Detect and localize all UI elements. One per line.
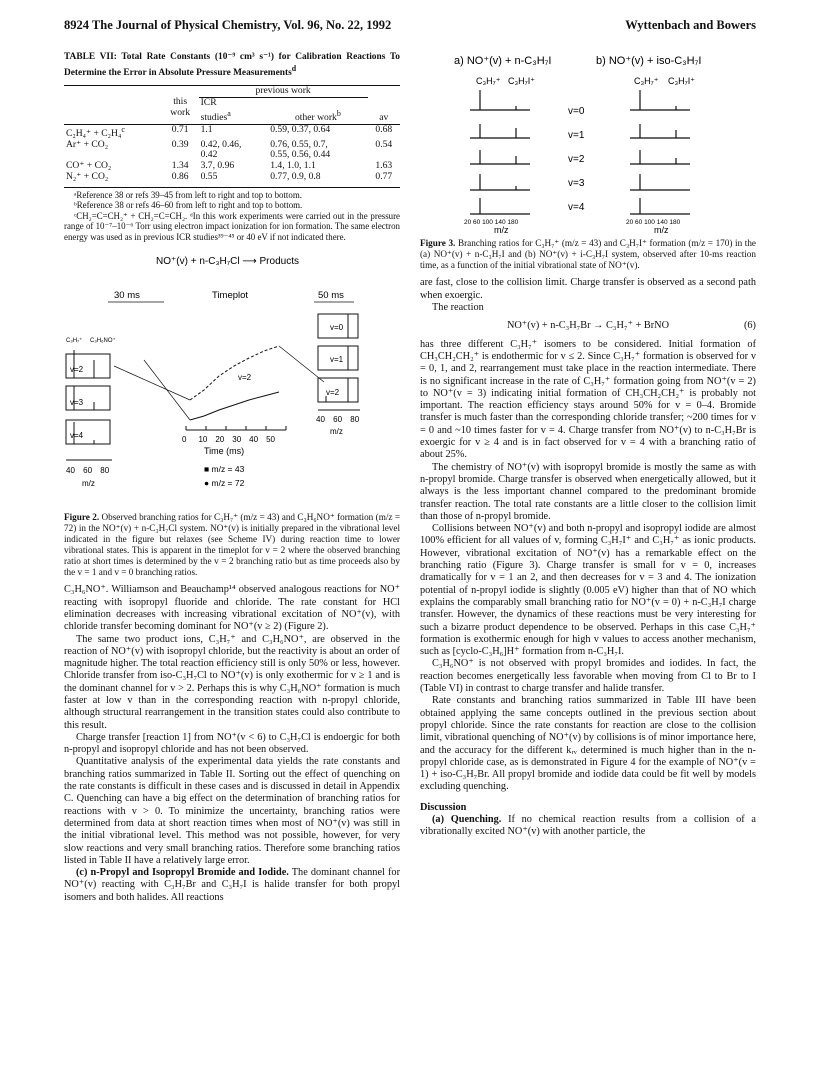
table-cell: 0.77, 0.9, 0.8	[270, 171, 321, 183]
equation-6	[420, 320, 756, 332]
table-cell: 0.55, 0.56, 0.44	[270, 149, 331, 161]
right-paragraph-5: Rate constants and branching ratios summarized in Table III have been obtained applying the same concepts outlined in the previous section about propyl chloride. Since the rate constants for reaction are close to the collision limit, vibrational quenching of NO⁺(v) by collisions is of minor importance here, and the accuracy for the different kᵣᵥ determined is much higher than in the n-propyl chloride case, as is demonstrated in Figure 4 for the example of NO⁺(v = 1) + iso-C₃H₇Br. All propyl bromide and iodide data could be fit well by models excluding quenching.	[420, 695, 756, 793]
table-cell: 0.77	[375, 171, 393, 183]
table-cell: CO⁺ + CO₂	[66, 160, 112, 172]
fig2-right-mz-ticks: 40 60 80	[316, 414, 360, 424]
fig2-left-v3: v=3	[70, 397, 84, 407]
fig2-timeplot	[114, 346, 324, 430]
left-paragraph-4: Quantitative analysis of the experimental data yields the rate constants and branching ratios summarized in Table II. Sorting out the effect of quenching on the rate constants is difficult in these cases and is discussed in detail in Appendix C. Quenching can have a big effect on the determination of branching ratios for reactions with v > 0. To minimize the uncertainty, branching ratios were determined from data at short reaction times when most of NO⁺(v) was still in the initial vibrational level. This method was not possible, however, for very slow reactions and very small branching ratios. Therefore some branching ratios listed in Table II have a relatively large error.	[64, 756, 400, 866]
fig3-caption-head: Figure 3.	[420, 238, 456, 249]
table-row	[64, 172, 400, 183]
table-row	[64, 97, 400, 124]
table-row	[64, 161, 400, 172]
fig3-v3: v=3	[568, 178, 585, 189]
left-subhead: (c) n-Propyl and Isopropyl Bromide and Iodide.	[76, 867, 289, 879]
left-paragraph-3: Charge transfer [reaction 1] from NO⁺(v < 6) to C₃H₇Cl is endoergic for both n-propyl and isopropyl chloride and has not been observed.	[64, 731, 400, 756]
fig3-title-b: b) NO⁺(v) + iso-C₃H₇I	[596, 55, 702, 67]
table-cell: 1.1	[200, 123, 213, 135]
table-cell: 0.68	[375, 123, 393, 135]
table-cell: 0.86	[171, 171, 189, 183]
col-this-2: work	[170, 107, 191, 119]
fig3-v0: v=0	[568, 106, 585, 117]
figure-2	[64, 250, 400, 578]
table7-caption-text: TABLE VII: Total Rate Constants (10⁻⁹ cm³ s⁻¹) for Calibration Reactions To Determine the Error in Absolute Pressure Measurements	[64, 52, 400, 79]
fig2-legend-2: ● m/z = 72	[204, 477, 245, 488]
fig3-b-ion-2: C₃H₇I⁺	[668, 76, 696, 86]
fig2-right-v1: v=1	[330, 354, 344, 364]
table-cell: 0.59, 0.37, 0.64	[270, 123, 331, 135]
table-cell: 1.34	[171, 160, 189, 172]
fig2-time-ticks: 0 10 20 30 40 50	[182, 434, 275, 444]
footnote-b: ᵇReference 38 or refs 46–60 from left to right and top to bottom.	[74, 200, 303, 211]
fig2-left-v2: v=2	[70, 364, 84, 374]
right-paragraph-2: The chemistry of NO⁺(v) with isopropyl bromide is mostly the same as with n-propyl bromide. Charge transfer is observed when energetically allowed, but it always is the less important channel compared to the predominant bromide transfer reaction. The total rate constants are a little closer to the collision limit than those of n-propyl bromide.	[420, 461, 756, 522]
fig2-caption-text: Observed branching ratios for C₃H₇⁺ (m/z = 43) and C₃H₆NO⁺ formation (m/z = 72) in the NO⁺(v) + n-C₃H₇Cl system. NO⁺(v) is initially prepared in the vibrational level indicated in the figure but relaxes (see Scheme IV) during reaction time to lower vibrational states. This is apparent in the timeplot for v = 2 where the observed branching ratio at short times is determined by the v = 2 branching ratio but as time proceeds also by the v = 1 and v = 0 branching ratios.	[64, 512, 401, 578]
table-cell: 0.55	[200, 171, 218, 183]
table-row	[64, 86, 400, 98]
fig3-title-a: a) NO⁺(v) + n-C₃H₇I	[454, 55, 552, 67]
fig2-ion-2: C₃H₆NO⁺	[90, 337, 116, 344]
fig3-ticks-a: 20 60 100 140 180	[464, 219, 519, 226]
fig3-a-ion-2: C₃H₇I⁺	[508, 76, 536, 86]
left-paragraph-1: C₃H₆NO⁺. Williamson and Beauchamp¹⁴ observed analogous reactions for NO⁺ reacting with isopropyl fluoride and chloride. The rate constant for HCl elimination decreases with increasing vibrational excitation of NO⁺(v), with chloride transfer becoming dominant for NO⁺(v ≥ 2) (Figure 2).	[64, 584, 400, 633]
table-cell: 1.4, 1.0, 1.1	[270, 160, 316, 172]
table7-caption	[64, 52, 400, 79]
subsection-paragraph	[420, 814, 756, 839]
table-cell: 0.39	[171, 138, 189, 150]
fig2-right-mz-label: m/z	[330, 426, 343, 436]
subsection-head: (a) Quenching.	[432, 814, 502, 826]
figure-2-caption	[64, 512, 400, 578]
fig3-caption-text: Branching ratios for C₃H₇⁺ (m/z = 43) and C₃H₇I⁺ formation (m/z = 170) in the (a) NO⁺(v) + n-C₃H₇I and (b) NO⁺(v) + i-C₃H₇I system, observed after 10-ms reaction time, as a function of the initial vibrational state of NO⁺(v).	[420, 238, 757, 271]
fig2-legend-1: ■ m/z = 43	[204, 463, 245, 474]
fig3-v4: v=4	[568, 202, 585, 213]
table-cell: N₂⁺ + CO₂	[66, 171, 109, 183]
subsection-text: If no chemical reaction results from a collision of a vibrationally excited NO⁺(v) with another particle, the	[420, 814, 756, 838]
table-row	[64, 124, 400, 139]
fig2-right-v2: v=2	[326, 387, 340, 397]
left-paragraph-5	[64, 867, 400, 904]
fig2-caption-head: Figure 2.	[64, 512, 100, 523]
col-this-1: this	[173, 96, 188, 108]
table7	[64, 85, 400, 183]
col-other-sup: b	[336, 108, 341, 118]
fig3-ticks-b: 20 60 100 140 180	[626, 219, 681, 226]
fig2-right-time: 50 ms	[318, 289, 344, 301]
table-cell-sup: c	[121, 124, 125, 134]
table-cell: 0.54	[375, 138, 393, 150]
fig3-axis-a: m/z	[494, 225, 509, 234]
col-icr-2: studies	[200, 111, 228, 123]
right-paragraph-3: Collisions between NO⁺(v) and both n-propyl and isopropyl iodide are almost 100% efficient for all values of v, forming C₃H₇I⁺ and C₃H₇⁺ as ionic products. However, vibrational excitation of NO⁺(v) has a remarkable effect on the branching ratio (Figure 3). Charge transfer is small for v = 0, increases dramatically for v = 1 an 2, and then decreases for v = 3 and 4. The ionization potential of n-propyl iodide is slightly (0.005 eV) higher than that of NO which explains the comparably small branching ratio for NO⁺(v = 0) + n-C₃H₇I charge transfer. However, the dynamics of these reactions must be very interesting for such a bizarre product dependence to be observed. Perhaps in this case C₃H₇⁺ formation is exothermic enough for high v values to access another mechanism, such as [cyclo-C₃H₆]H⁺ formation from n-C₃H₇I.	[420, 523, 756, 658]
fig2-mid-label: Timeplot	[212, 289, 249, 301]
left-column	[64, 52, 400, 904]
fig3-v2: v=2	[568, 154, 585, 165]
figure-3-caption	[420, 238, 756, 271]
table7-footnotes	[64, 187, 400, 242]
fig2-left-mz-ticks: 40 60 80	[66, 465, 110, 475]
header-journal: 8924 The Journal of Physical Chemistry, Vol. 96, No. 22, 1992	[64, 18, 392, 32]
col-av: av	[379, 111, 389, 123]
footnote-a: ᵃReference 38 or refs 39–45 from left to right and top to bottom.	[74, 189, 302, 200]
right-paragraph-4: C₃H₆NO⁺ is not observed with propyl bromides and iodides. In fact, the reaction becomes energetically less favorable when moving from Cl to Br to I (Table VI) in contrast to charge transfer and halide transfer.	[420, 658, 756, 695]
figure-3	[420, 52, 756, 271]
table-row	[64, 140, 400, 151]
table-cell: 3.7, 0.96	[200, 160, 235, 172]
fig2-mid-state: v=2	[238, 372, 252, 382]
running-header	[64, 18, 756, 36]
fig2-left-mz-label: m/z	[82, 478, 95, 488]
col-icr-1: ICR	[200, 96, 217, 108]
fig2-ion-1: C₃H₇⁺	[66, 337, 83, 344]
fig3-axis-b: m/z	[654, 225, 669, 234]
fig2-title: NO⁺(v) + n-C₃H₇Cl ⟶ Products	[156, 255, 299, 267]
equation-number: (6)	[743, 320, 756, 332]
fig2-left-v4: v=4	[70, 430, 84, 440]
header-authors: Wyttenbach and Bowers	[625, 18, 756, 32]
figure-2-graphic	[64, 250, 400, 508]
table-cell: 1.63	[375, 160, 393, 172]
fig2-left-time: 30 ms	[114, 289, 140, 301]
table7-group-header: previous work	[199, 86, 368, 98]
col-other: other work	[295, 111, 337, 123]
table7-caption-sup: d	[291, 64, 297, 73]
table-cell: 0.71	[171, 123, 189, 135]
figure-3-graphic	[420, 52, 756, 234]
table-cell: C₂H₄⁺ + C₂H₄$^c$	[66, 124, 125, 139]
right-reaction-label: The reaction	[432, 302, 484, 313]
left-subtext: The dominant channel for NO⁺(v) reacting with C₃H₇Br and C₃H₇I is halide transfer for both propyl isomers and both halides. All reactions	[64, 867, 400, 903]
table-cell: 0.42, 0.46,	[200, 138, 242, 150]
table-cell: 0.42	[200, 149, 218, 161]
fig3-a-ion-1: C₃H₇⁺	[476, 76, 501, 86]
right-intro: are fast, close to the collision limit. Charge transfer is observed as a second path when exoergic.	[420, 277, 756, 301]
section-heading: Discussion	[420, 801, 467, 813]
table-cell: 0.76, 0.55, 0.7,	[270, 138, 328, 150]
right-column	[420, 52, 756, 839]
left-paragraph-2: The same two product ions, C₃H₇⁺ and C₃H₆NO⁺, are observed in the reaction of NO⁺(v) with isopropyl chloride, but the reactivity is about an order of magnitude higher. The total reaction efficiency still is only 50% or less, however. Chloride transfer from iso-C₃H₇Cl to NO⁺(v) is only exothermic for v ≥ 1 and is the dominant channel for v > 2. Perhaps this is why C₃H₆NO⁺ formation is much faster at low v than in the corresponding reaction with n-propyl chloride, although structural rearrangement in the transition states could also contribute to this result.	[64, 633, 400, 731]
table-cell: Ar⁺ + CO₂	[66, 138, 109, 150]
fig2-time-axis: Time (ms)	[204, 445, 245, 456]
right-paragraph-1: has three different C₃H₇⁺ isomers to be considered. Initial formation of CH₃CH₂CH₂⁺ is endothermic for v ≤ 2. Since C₃H₇⁺ formation is observed for v = 0, 1, and 2, rearrangement must take place in the reaction intermediate. There is no significant increase in the rate of C₃H₇⁺ formation going from NO⁺(v = 2) to NO⁺(v = 3) indicating initial formation of CH₃CH₂CH₂⁺ is probably not important. The reaction efficiency stays around 50% for v = 0–4. Bromide transfer is much faster than the corresponding chloride transfer; ~200 times for v = 0 and ~10 times faster for v = 4. Charge transfer from NO⁺(v) to n-C₃H₇Br is exoergic for v ≥ 4 and is in fact observed for v = 4 with a branching ratio of about 25%.	[420, 338, 756, 461]
fig2-right-v0: v=0	[330, 322, 344, 332]
footnote-cd: ᶜCH₂=C=CH₂⁺ + CH₂=C=CH₂. ᵈIn this work experiments were carried out in the pressure range of 10⁻⁷–10⁻⁶ Torr using electron impact ionization for ion formation. The same electron energy was used as in previous ICR studies³⁹⁻⁴⁵ or 40 eV if not indicated there.	[64, 210, 400, 242]
fig3-b-ion-1: C₃H₇⁺	[634, 76, 659, 86]
col-icr-sup: a	[227, 108, 231, 118]
fig3-v1: v=1	[568, 130, 585, 141]
equation-text: NO⁺(v) + n-C₃H₇Br → C₃H₇⁺ + BrNO	[506, 320, 670, 332]
